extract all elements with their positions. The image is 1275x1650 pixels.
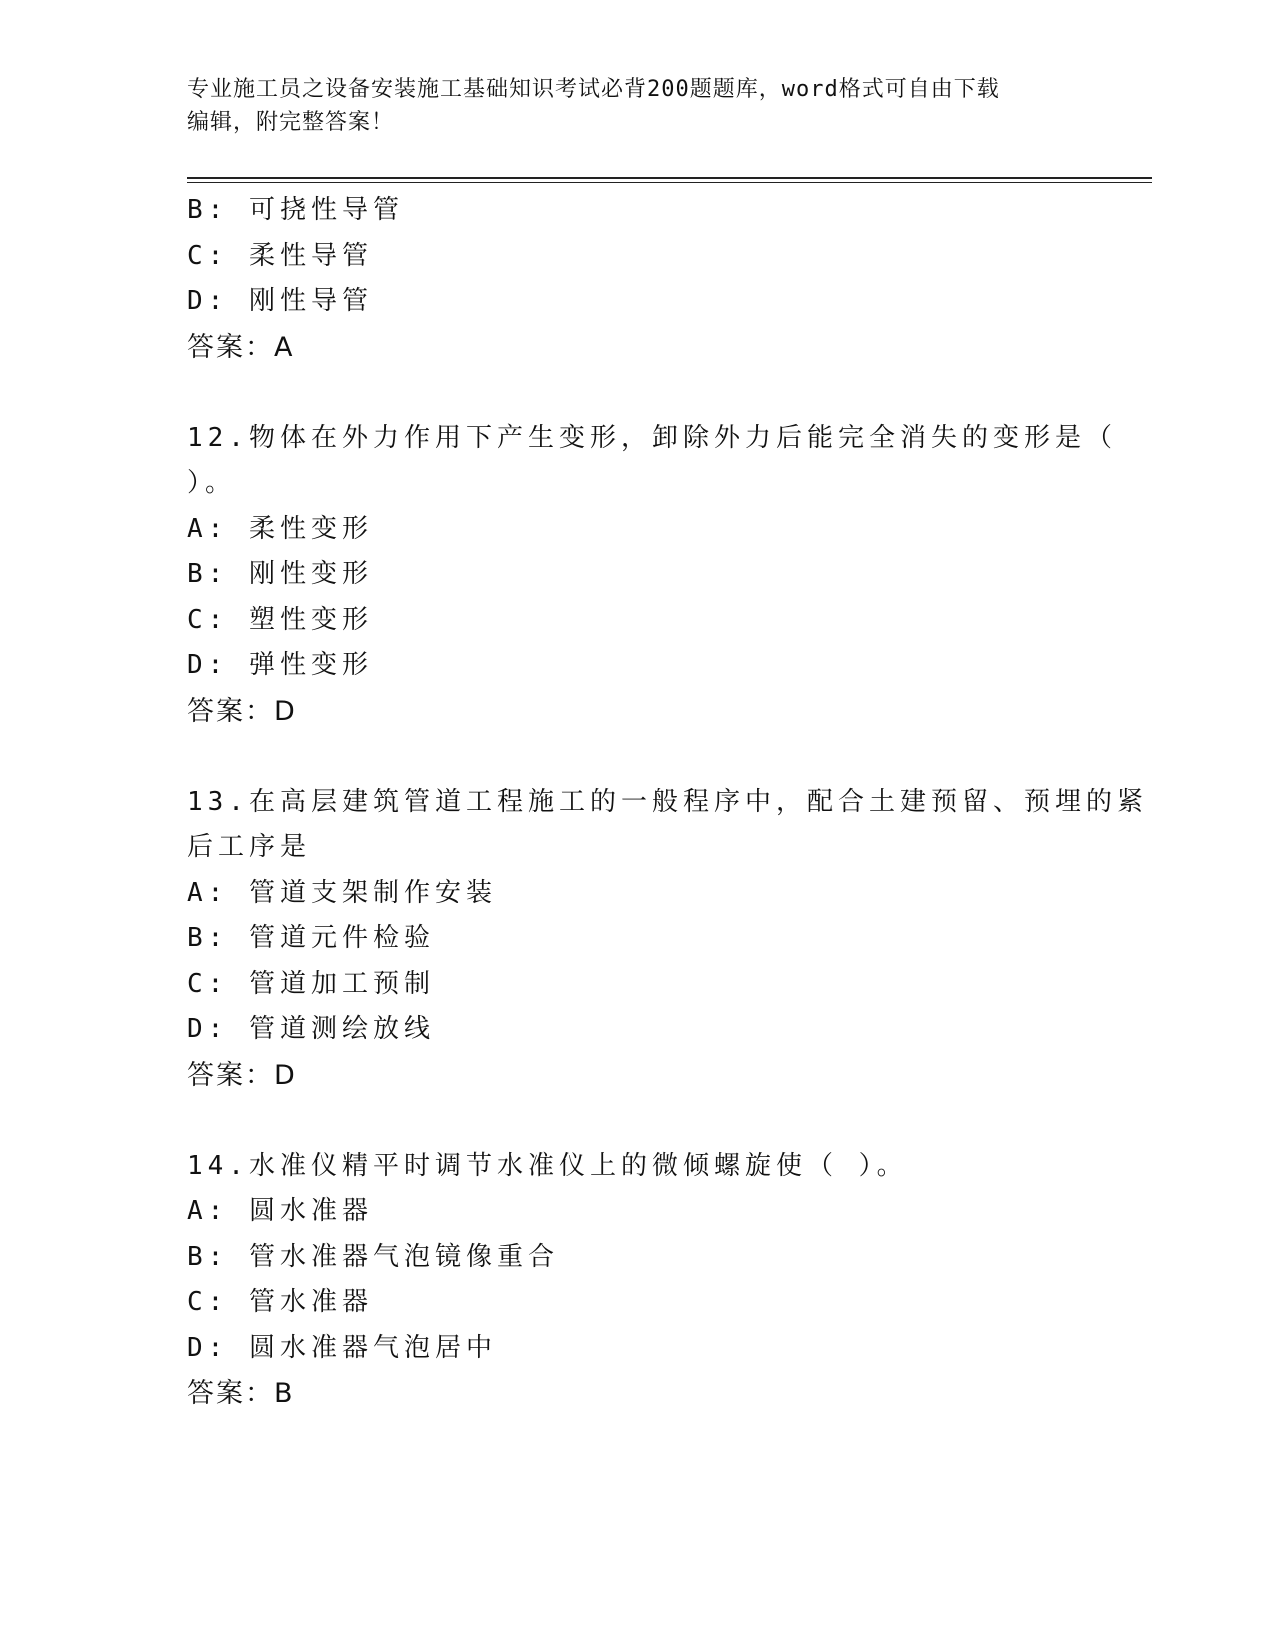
spacer	[187, 734, 1087, 780]
question-13	[187, 780, 1148, 1099]
question-14	[187, 1144, 1087, 1417]
answer: 答案：D	[187, 1059, 297, 1091]
spacer	[187, 1098, 1087, 1144]
header-line-2: 编辑，附完整答案！	[187, 110, 395, 135]
question-stem: 14.水准仪精平时调节水准仪上的微倾螺旋使（ ）。	[187, 1150, 908, 1181]
option-d: D: 刚性导管	[187, 286, 373, 316]
option-c: C: 塑性变形	[187, 604, 373, 635]
option-c: C: 管道加工预制	[187, 968, 435, 999]
question-11	[187, 188, 1087, 370]
option-b: B: 管道元件检验	[187, 923, 435, 953]
option-b: B: 刚性变形	[187, 559, 373, 589]
document-header	[187, 73, 1087, 139]
option-d: D: 圆水准器气泡居中	[187, 1332, 497, 1363]
option-b: B: 可挠性导管	[187, 195, 404, 225]
answer: 答案：B	[187, 1378, 295, 1409]
question-stem: 12.物体在外力作用下产生变形，卸除外力后能完全消失的变形是（	[187, 422, 1117, 453]
answer: 答案：D	[187, 695, 297, 727]
option-d: D: 弹性变形	[187, 650, 373, 680]
option-c: C: 管水准器	[187, 1287, 373, 1317]
question-stem-continued: ）。	[187, 468, 237, 498]
option-a: A: 管道支架制作安装	[187, 877, 497, 908]
header-line-1: 专业施工员之设备安装施工基础知识考试必背200题题库，word格式可自由下载	[187, 77, 1000, 102]
option-a: A: 圆水准器	[187, 1196, 373, 1226]
option-a: A: 柔性变形	[187, 513, 373, 544]
question-12	[187, 416, 1117, 735]
option-c: C: 柔性导管	[187, 240, 373, 271]
option-d: D: 管道测绘放线	[187, 1014, 435, 1044]
question-list	[187, 188, 1148, 1417]
spacer	[187, 370, 1087, 416]
answer: 答案：A	[187, 331, 295, 363]
question-stem-continued: 后工序是	[187, 832, 312, 862]
option-b: B: 管水准器气泡镜像重合	[187, 1241, 559, 1272]
header-divider-thin	[187, 182, 1152, 183]
question-stem: 13.在高层建筑管道工程施工的一般程序中，配合土建预留、预埋的紧	[187, 786, 1148, 817]
header-divider-thick	[187, 177, 1152, 179]
